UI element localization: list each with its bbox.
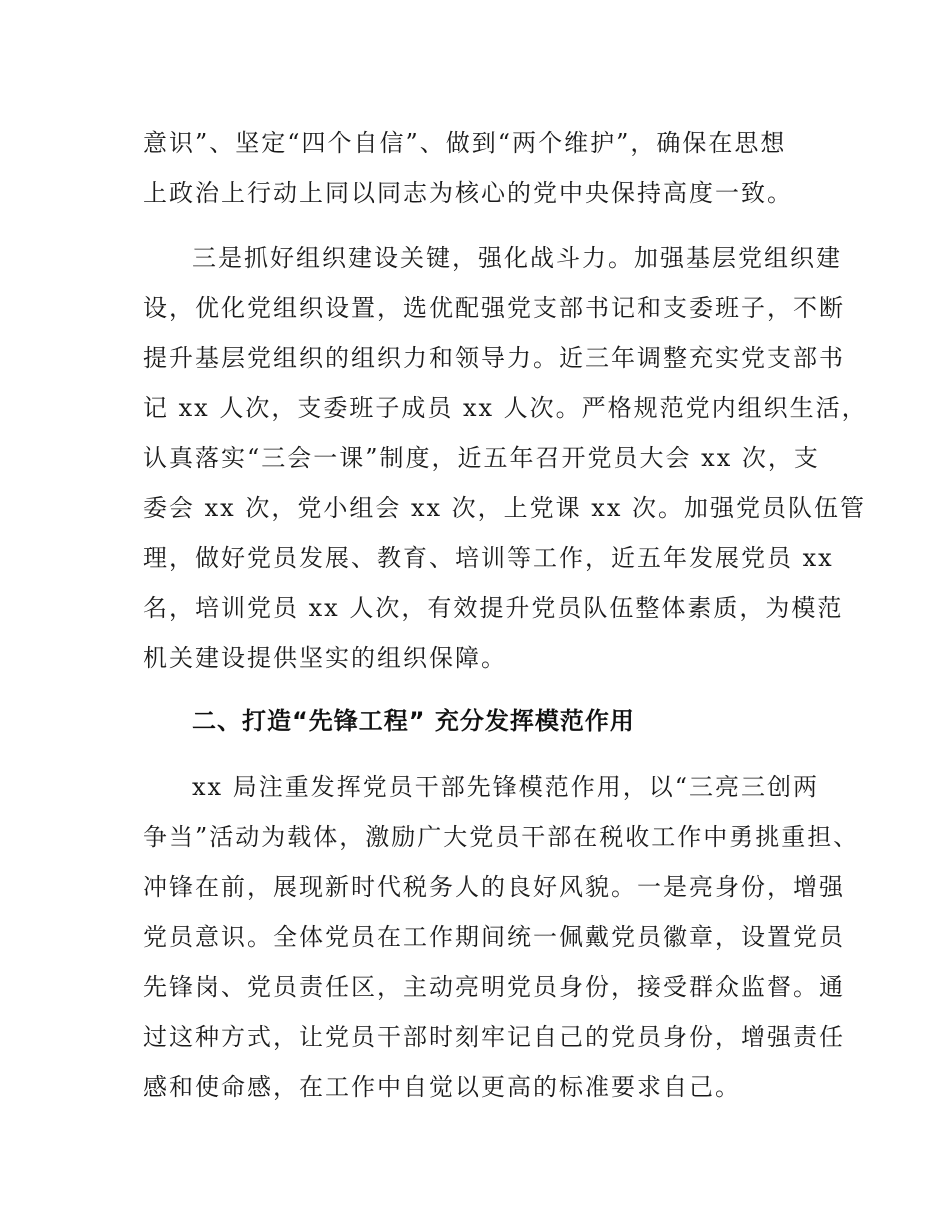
- text-line: 三是抓好组织建设关键，强化战斗力。加强基层党组织建: [192, 244, 842, 272]
- text-line: 理，做好党员发展、教育、培训等工作，近五年发展党员 xx: [143, 544, 834, 572]
- text-line: 过这种方式，让党员干部时刻牢记自己的党员身份，增强责任: [143, 1023, 845, 1051]
- text-line: 机关建设提供坚实的组织保障。: [143, 644, 507, 672]
- text-line: 委会 xx 次，党小组会 xx 次，上党课 xx 次。加强党员队伍管: [143, 494, 866, 522]
- text-line: 认真落实“三会一课”制度，近五年召开党员大会 xx 次，支: [143, 444, 820, 472]
- section-heading: 二、打造“先锋工程” 充分发挥模范作用: [192, 707, 635, 735]
- text-line: 感和使命感，在工作中自觉以更高的标准要求自己。: [143, 1073, 741, 1101]
- text-line: 意识”、坚定“四个自信”、做到“两个维护”，确保在思想: [143, 129, 787, 157]
- text-line: 争当”活动为载体，激励广大党员干部在税收工作中勇挑重担、: [143, 823, 860, 851]
- text-line: 记 xx 人次，支委班子成员 xx 人次。严格规范党内组织生活，: [143, 394, 868, 422]
- text-line: 名，培训党员 xx 人次，有效提升党员队伍整体素质，为模范: [143, 594, 844, 622]
- text-line: 先锋岗、党员责任区，主动亮明党员身份，接受群众监督。通: [143, 973, 845, 1001]
- text-line: 党员意识。全体党员在工作期间统一佩戴党员徽章，设置党员: [143, 923, 845, 951]
- text-line: xx 局注重发挥党员干部先锋模范作用，以“三亮三创两: [192, 773, 819, 801]
- text-line: 设，优化党组织设置，选优配强党支部书记和支委班子，不断: [143, 294, 845, 322]
- text-line: 上政治上行动上同以同志为核心的党中央保持高度一致。: [143, 179, 793, 207]
- text-line: 提升基层党组织的组织力和领导力。近三年调整充实党支部书: [143, 344, 845, 372]
- text-line: 冲锋在前，展现新时代税务人的良好风貌。一是亮身份，增强: [143, 873, 845, 901]
